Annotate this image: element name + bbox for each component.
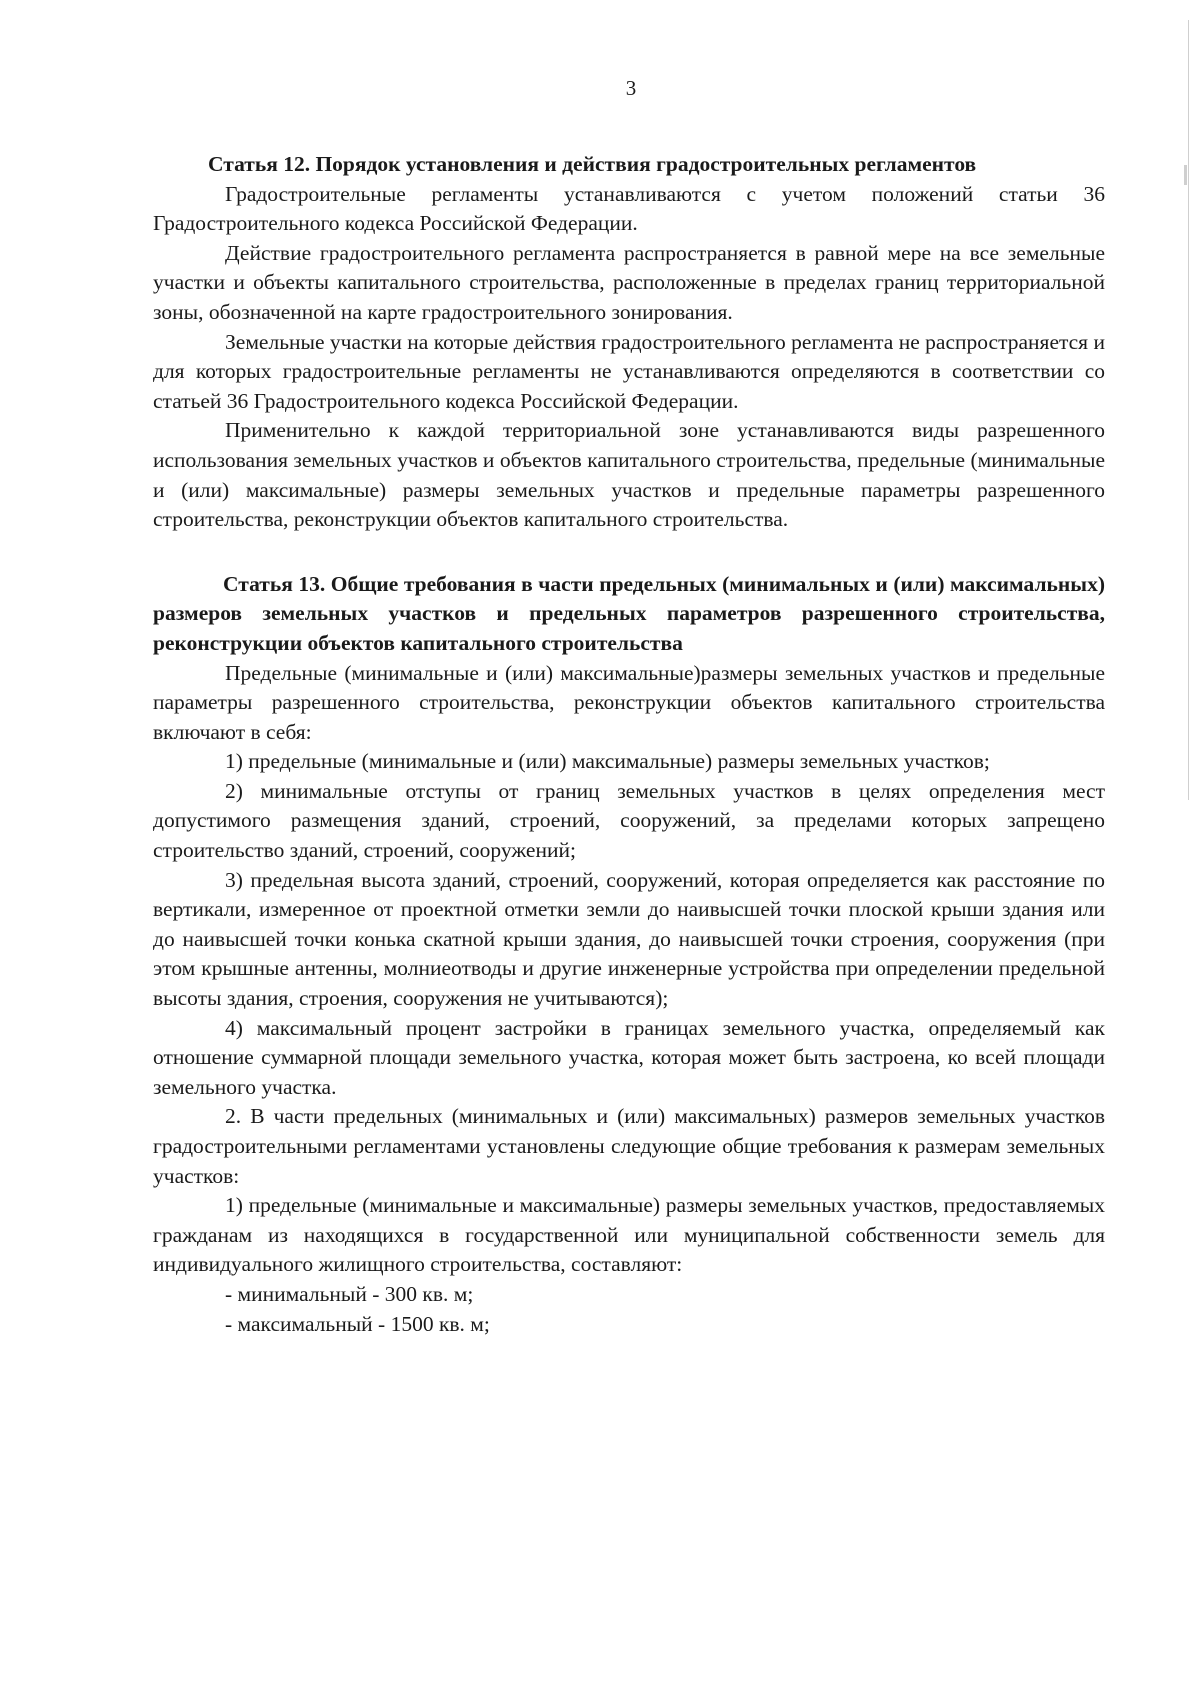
- article-12-paragraph: Градостроительные регламенты устанавливаются с учетом положений статьи 36 Градостроительного кодекса Российской Федерации.: [153, 181, 1105, 236]
- article-13-list-item: 1) предельные (минимальные и (или) максимальные) размеры земельных участков;: [225, 749, 990, 774]
- document-body: [153, 150, 1105, 1339]
- article-13-list-item: 1) предельные (минимальные и максимальные) размеры земельных участков, предоставляемых гражданам из находящихся в государственной или муниципальной собственности земель для индивидуального жилищного строительства, составляют:: [153, 1193, 1105, 1277]
- article-13-paragraph: Предельные (минимальные и (или) максимальные)размеры земельных участков и предельные параметры разрешенного строительства, реконструкции объектов капитального строительства включают в себя:: [153, 660, 1105, 744]
- article-13-paragraph: 2. В части предельных (минимальных и (или) максимальных) размеров земельных участков градостроительными регламентами установлены следующие общие требования к размерам земельных участков:: [153, 1104, 1105, 1188]
- article-13-list-item: 3) предельная высота зданий, строений, сооружений, которая определяется как расстояние по вертикали, измеренное от проектной отметки земли до наивысшей точки плоской крыши здания или до наивысшей точки конька скатной крыши здания, до наивысшей точки строения, сооружения (при этом крышные антенны, молниеотводы и другие инженерные устройства при определении предельной высоты здания, строения, сооружения не учитываются);: [153, 867, 1105, 1011]
- scan-edge-mark: [1184, 165, 1187, 185]
- article-13-heading: Статья 13. Общие требования в части предельных (минимальных и (или) максимальных) размеров земельных участков и предельных параметров разрешенного строительства, реконструкции объектов капитального строительства: [153, 571, 1105, 655]
- article-12-paragraph: Применительно к каждой территориальной зоне устанавливаются виды разрешенного использования земельных участков и объектов капитального строительства, предельные (минимальные и (или) максимальные) размеры земельных участков и предельные параметры разрешенного строительства, реконструкции объектов капитального строительства.: [153, 418, 1105, 532]
- article-12-paragraph: Земельные участки на которые действия градостроительного регламента не распространяется и для которых градостроительные регламенты не устанавливаются определяются в соответствии со статьей 36 Градостроительного кодекса Российской Федерации.: [153, 329, 1105, 413]
- article-13-list-item: 4) максимальный процент застройки в границах земельного участка, определяемый как отношение суммарной площади земельного участка, которая может быть застроена, ко всей площади земельного участка.: [153, 1015, 1105, 1099]
- article-13-dash-item: - максимальный - 1500 кв. м;: [225, 1311, 490, 1336]
- article-13-list-item: 2) минимальные отступы от границ земельных участков в целях определения мест допустимого размещения зданий, строений, сооружений, за пределами которых запрещено строительство зданий, строений, сооружений;: [153, 778, 1105, 863]
- article-12-heading: Статья 12. Порядок установления и действия градостроительных регламентов: [208, 152, 977, 176]
- article-12-paragraph: Действие градостроительного регламента распространяется в равной мере на все земельные участки и объекты капитального строительства, расположенные в пределах границ территориальной зоны, обозначенной на карте градостроительного зонирования.: [153, 240, 1105, 324]
- article-13-dash-item: - минимальный - 300 кв. м;: [225, 1281, 474, 1306]
- page-number: 3: [625, 76, 637, 100]
- scan-edge-line: [1188, 20, 1189, 800]
